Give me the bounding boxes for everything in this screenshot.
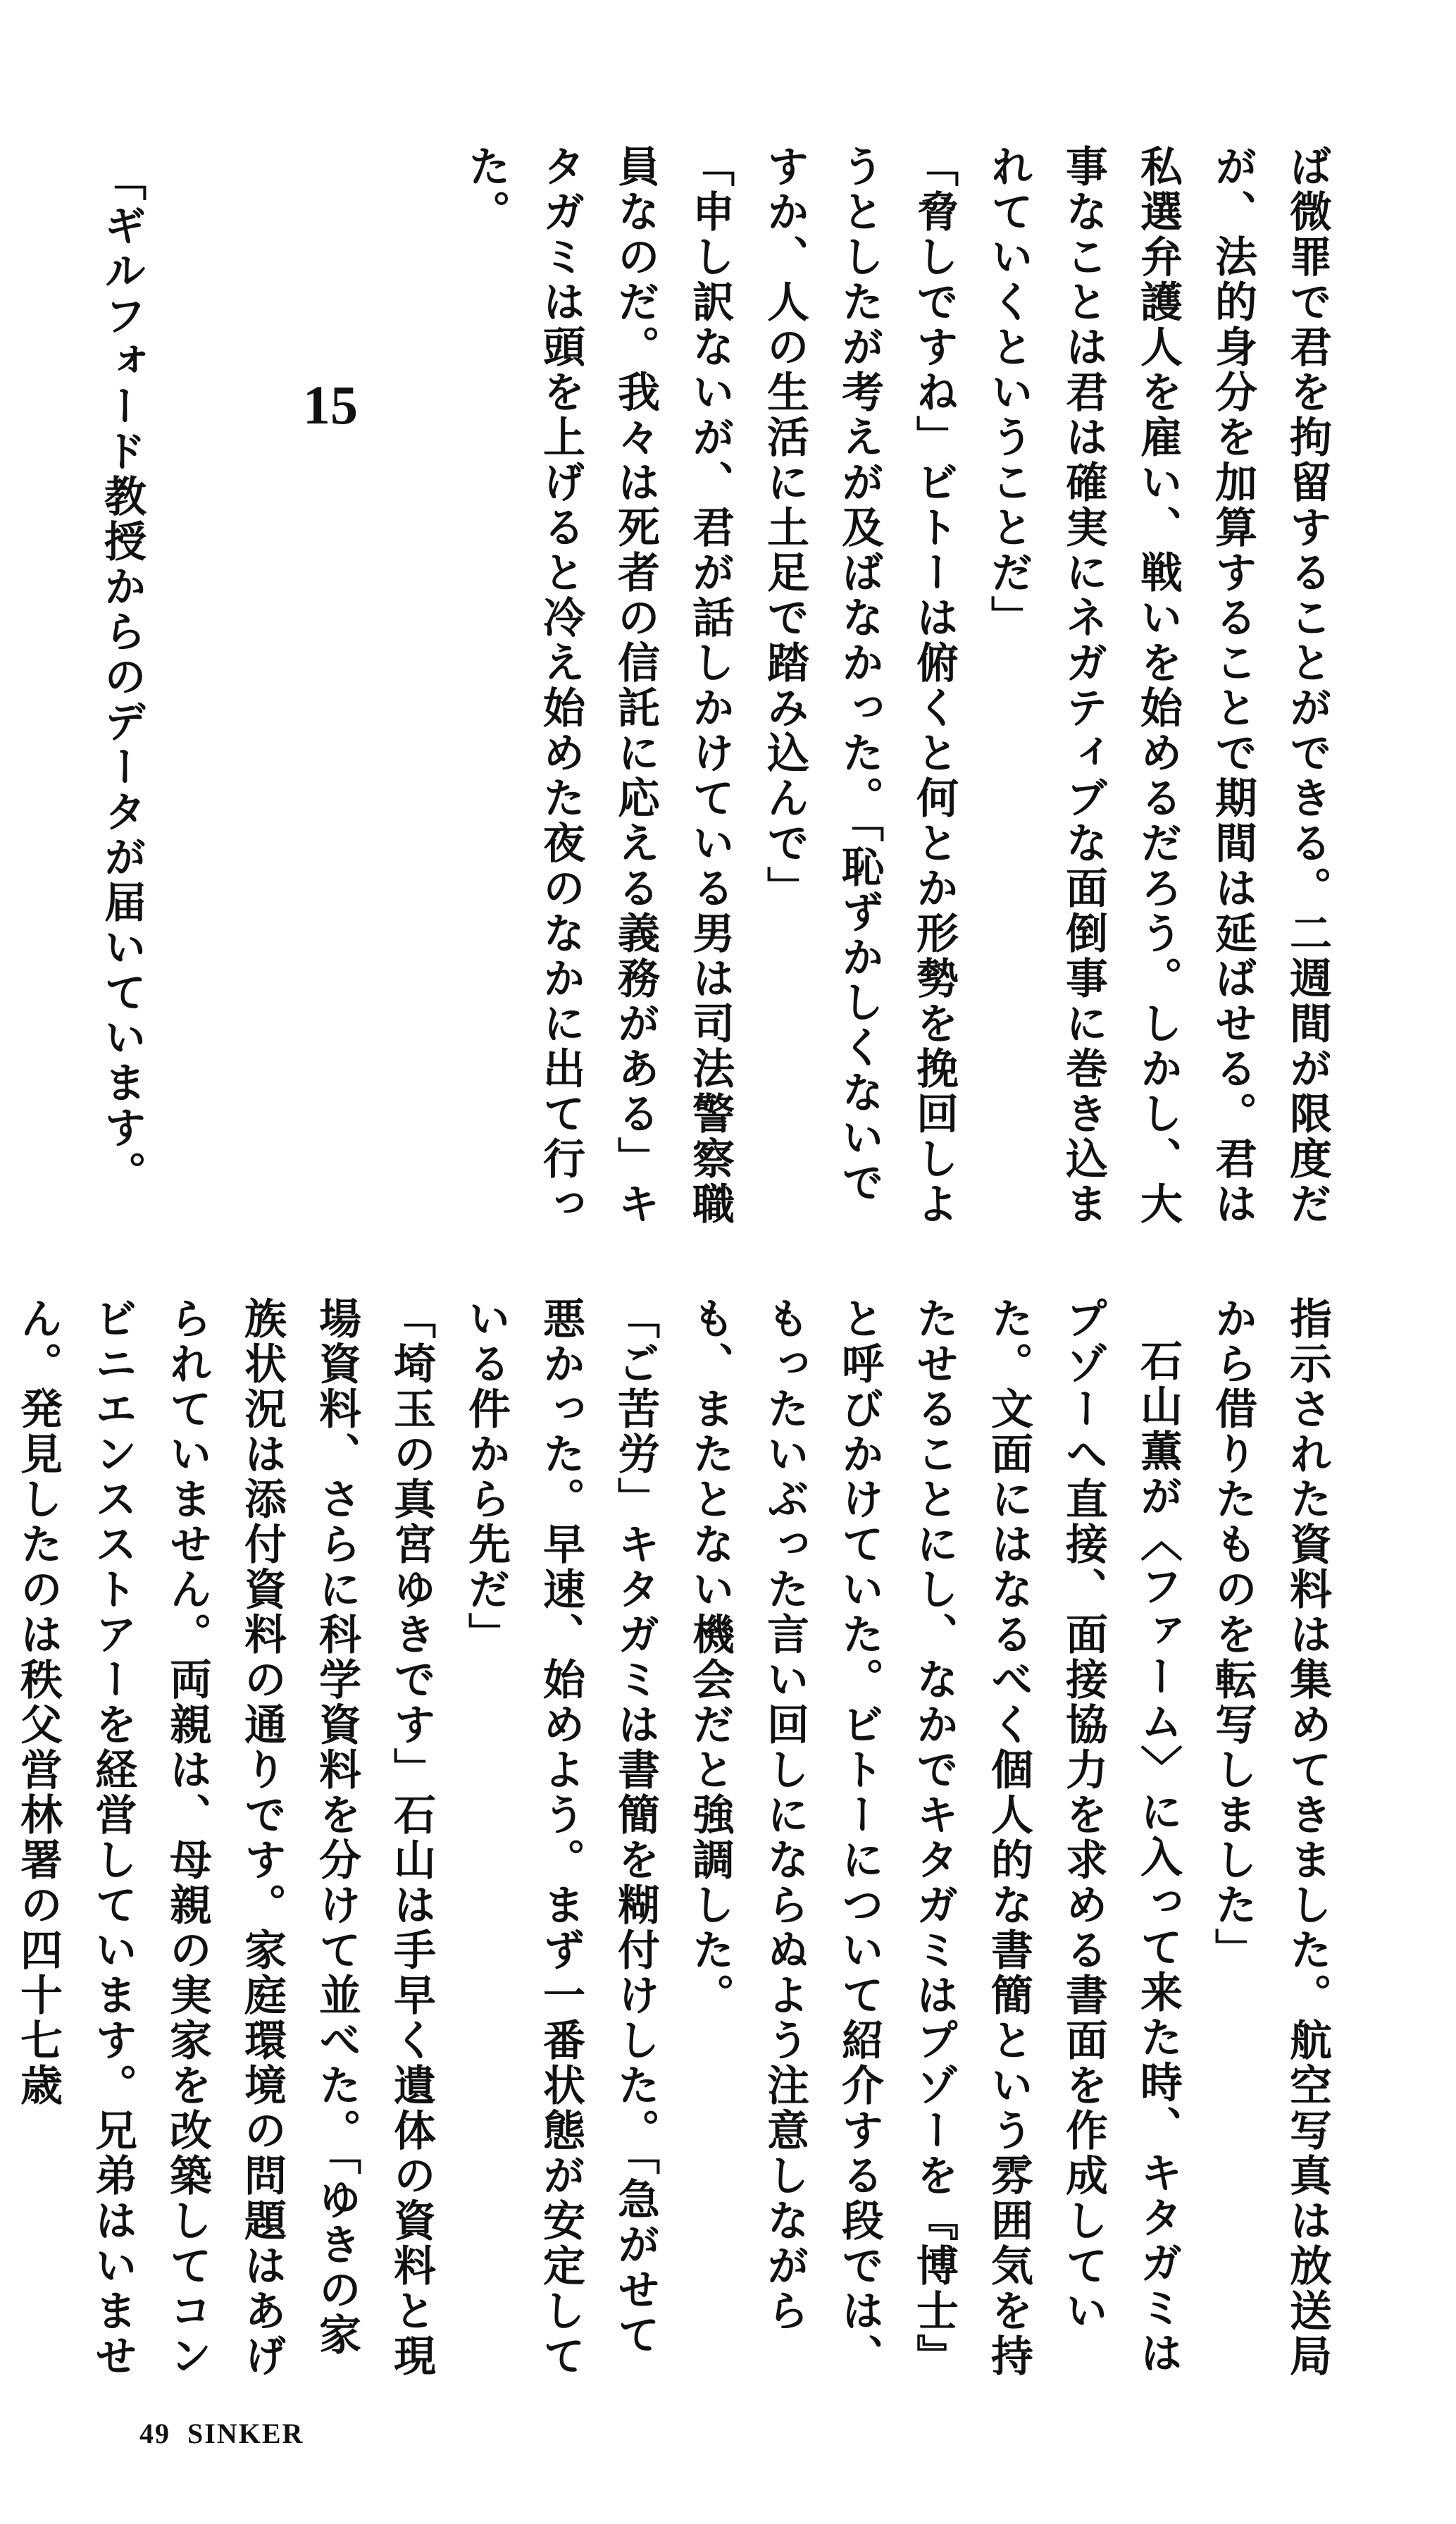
- running-title: SINKER: [187, 2418, 304, 2449]
- paragraph: 指示された資料は集めてきました。航空写真は放送局から借りたものを転写しました」: [1208, 1297, 1332, 2379]
- upper-text-block: [461, 144, 1345, 1244]
- chapter-opening-line: 「ギルフォード教授からのデータが届いています。: [97, 159, 147, 1196]
- paragraph: 石山薫が〈ファーム〉に入って来た時、キタガミはプゾーへ直接、面接協力を求める書面を作成していた。文面にはなるべく個人的な書簡という雰囲気を持たせることにし、なかでキタガミはプゾーを『博士』と呼びかけていた。ビトーについて紹介する段では、もったいぶった言い回しにならぬよう注意しながらも、またとない機会だと強調した。: [685, 1297, 1183, 2379]
- page-number: 49: [139, 2418, 170, 2449]
- paragraph: 「申し訳ないが、君が話しかけている男は司法警察職員なのだ。我々は死者の信託に応える義務がある」キタガミは頭を上げると冷え始めた夜のなかに出て行った。: [461, 144, 735, 1227]
- paragraph: 「脅しですね」ビトーは俯くと何とか形勢を挽回しようとしたが考えが及ばなかった。「恥ずかしくないですか、人の生活に土足で踏み込んで」: [760, 144, 959, 1227]
- chapter-number: 15: [303, 374, 358, 435]
- paragraph: ば微罪で君を拘留することができる。二週間が限度だが、法的身分を加算することで期間は延ばせる。君は私選弁護人を雇い、戦いを始めるだろう。しかし、大事なことは君は確実にネガティブな面倒事に巻き込まれていくということだ」: [984, 144, 1332, 1227]
- paragraph: 「ご苦労」キタガミは書簡を糊付けした。「急がせて悪かった。早速、始めよう。まず一番状態が安定している件から先だ」: [461, 1297, 660, 2379]
- lower-text-block: [13, 1297, 1345, 2396]
- page-footer: [139, 2417, 304, 2450]
- paragraph: 「埼玉の真宮ゆきです」石山は手早く遺体の資料と現場資料、さらに科学資料を分けて並べた。「ゆきの家族状況は添付資料の通りです。家庭環境の問題はあげられていません。両親は、母親の実家を改築してコンビニエンスストアーを経営しています。兄弟はいません。発見したのは秩父営林署の四十七歳: [13, 1297, 436, 2379]
